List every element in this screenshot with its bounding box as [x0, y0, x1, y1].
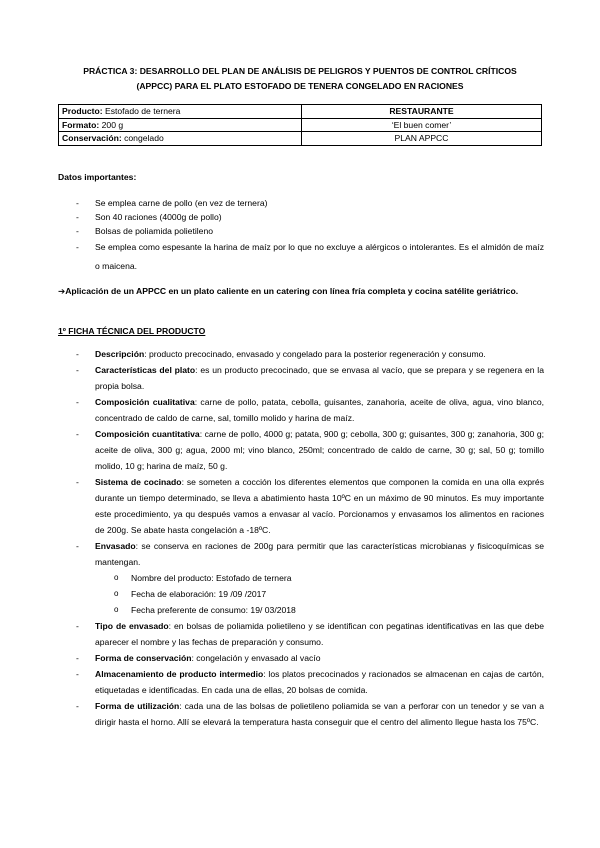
restaurante-cell: RESTAURANTE [302, 105, 542, 119]
sub-list-item: o Fecha de elaboración: 19 /09 /2017 [58, 586, 544, 602]
product-info-table [58, 104, 542, 146]
list-item: - Envasado: se conserva en raciones de 200g para permitir que las características microbianas y fisicoquímicas se mantengan. o Nombre del producto: Estofado de ternera o Fecha de elaboración: 19 /09 /2017 o Fecha preferente de consumo: 19/ 03/2018 [58, 538, 544, 618]
list-item: - Características del plato: es un producto precocinado, que se envasa al vacío, que se prepara y se regenera en la propia bolsa. [58, 362, 544, 394]
datos-heading: Datos importantes: [58, 172, 137, 182]
datos-section [58, 170, 544, 276]
ficha-heading: 1º FICHA TÉCNICA DEL PRODUCTO [58, 326, 206, 336]
list-item: - Forma de utilización: cada una de las bolsas de polietileno poliamida se van a perforar con un tenedor y se van a dirigir hasta el horno. Allí se elevará la temperatura hasta conseguir que el centro del alimento llegue hasta los 75ºC. [58, 698, 544, 730]
sub-list-item: o Nombre del producto: Estofado de ternera [58, 570, 544, 586]
sub-list-item: o Fecha preferente de consumo: 19/ 03/2018 [58, 602, 544, 618]
list-item: - Se emplea carne de pollo (en vez de ternera) [58, 196, 544, 210]
envasado-sublist [58, 570, 544, 618]
title-line-1: PRÁCTICA 3: DESARROLLO DEL PLAN DE ANÁLISIS DE PELIGROS Y PUENTOS DE CONTROL CRÍTICOS [83, 66, 517, 76]
list-item: - Composición cuantitativa: carne de pollo, 4000 g; patata, 900 g; cebolla, 300 g; guisantes, 300 g; zanahoria, 300 g; aceite de oliva, 300 g; agua, 2000 ml; vino blanco, 250ml; concentrado de caldo de carne, 30 g; sal, 50 g; tomillo molido, 10 g; harina de maíz, 50 g. [58, 426, 544, 474]
list-item: - Almacenamiento de producto intermedio: los platos precocinados y racionados se almacenan en cajas de cartón, etiquetadas e identificadas. En cada una de ellas, 20 bolsas de comida. [58, 666, 544, 698]
formato-cell: Formato: 200 g [59, 118, 302, 132]
datos-list [58, 196, 544, 276]
list-item: - Forma de conservación: congelación y envasado al vacío [58, 650, 544, 666]
ficha-list [58, 346, 544, 730]
list-item: - Tipo de envasado: en bolsas de poliamida polietileno y se identifican con pegatinas identificativas en las que debe aparecer el nombre y las fechas de preparación y consumo. [58, 618, 544, 650]
document-title [60, 64, 540, 93]
list-item: - Composición cualitativa: carne de pollo, patata, cebolla, guisantes, zanahoria, aceite de oliva, agua, vino blanco, concentrado de caldo de carne, sal, tomillo molido y harina de maíz. [58, 394, 544, 426]
list-item: - Se emplea como espesante la harina de maíz por lo que no excluye a alérgicos o intolerantes. Es el almidón de maíz o maicena. [58, 238, 544, 276]
title-line-2: (APPCC) PARA EL PLATO ESTOFADO DE TENERA CONGELADO EN RACIONES [136, 80, 464, 91]
list-item: - Descripción: producto precocinado, envasado y congelado para la posterior regeneración y consumo. [58, 346, 544, 362]
producto-cell: Producto: Estofado de ternera [59, 105, 302, 119]
restaurante-name-cell: ‘El buen comer’ [302, 118, 542, 132]
list-item: - Bolsas de poliamida polietileno [58, 224, 544, 238]
conservacion-cell: Conservación: congelado [59, 132, 302, 146]
plan-cell: PLAN APPCC [302, 132, 542, 146]
list-item: - Son 40 raciones (4000g de pollo) [58, 210, 544, 224]
list-item: - Sistema de cocinado: se someten a cocción los diferentes elementos que componen la comida en una olla exprés durante un tiempo determinado, se lleva a abatimiento hasta 10ºC en un máximo de 90 minutos. Es muy importante este procedimiento, ya qu después vamos a envasar al vacío. Porcionamos y envasamos los alimentos en raciones de 200g. Se abate hasta congelación a -18ºC. [58, 474, 544, 538]
aplicacion-paragraph: ➔Aplicación de un APPCC en un plato caliente en un catering con línea fría completa y cocina satélite geriátrico. [58, 286, 519, 296]
ficha-section [58, 324, 544, 730]
